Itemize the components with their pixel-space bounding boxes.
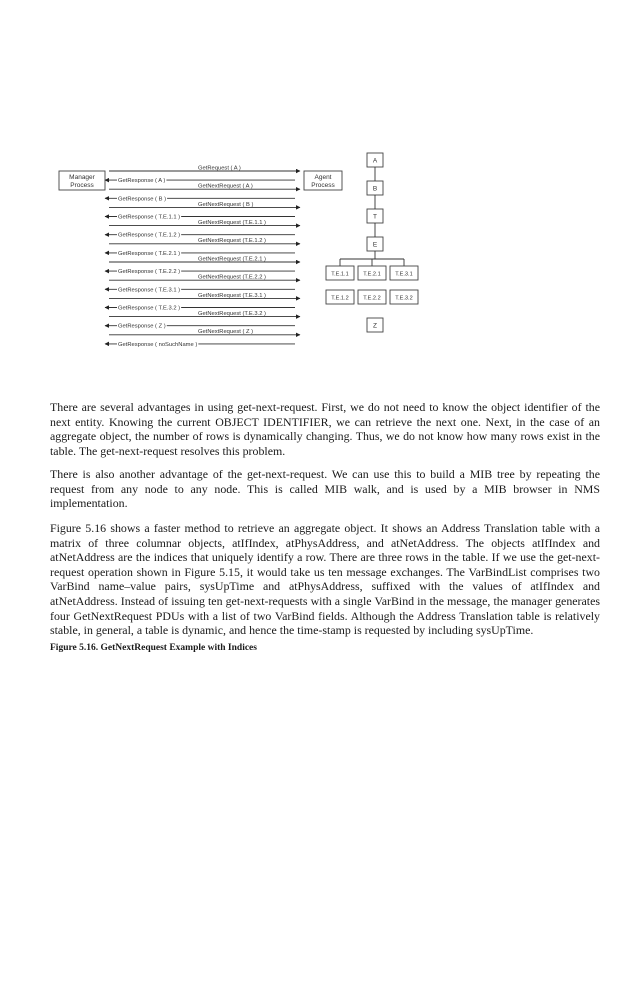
request-label: GetRequest ( A ) bbox=[198, 165, 241, 172]
tree-node-label: T.E.1.2 bbox=[331, 295, 349, 302]
request-label: GetNextRequest (T.E.1.1 ) bbox=[198, 220, 266, 226]
message-20 bbox=[105, 342, 295, 348]
tree-node-z bbox=[367, 318, 383, 332]
request-label: GetNextRequest ( Z ) bbox=[198, 329, 254, 336]
message-9 bbox=[109, 238, 300, 244]
response-label: GetResponse ( A ) bbox=[118, 178, 166, 185]
manager-label-line2: Process bbox=[70, 182, 94, 189]
agent-label-line2: Process bbox=[311, 182, 335, 189]
figure-caption: Figure 5.16. GetNextRequest Example with Indices bbox=[50, 643, 257, 653]
tree-node-label: T.E.1.1 bbox=[331, 271, 349, 278]
tree-node-label: E bbox=[372, 241, 378, 249]
mib-tree-diagram bbox=[320, 148, 430, 338]
tree-node-label: T.E.2.2 bbox=[363, 295, 381, 302]
tree-node-row2-3 bbox=[390, 290, 418, 304]
tree-node-row1-2 bbox=[358, 266, 386, 280]
tree-node-row1-1 bbox=[326, 266, 354, 280]
response-label: GetResponse ( T.E.1.1 ) bbox=[118, 214, 181, 221]
tree-node-row1-3 bbox=[390, 266, 418, 280]
message-15 bbox=[109, 293, 300, 299]
response-label: GetResponse ( B ) bbox=[118, 196, 167, 203]
message-13 bbox=[109, 275, 300, 281]
message-11 bbox=[109, 256, 300, 262]
message-5 bbox=[109, 202, 300, 208]
paragraph-figure-5-16: Figure 5.16 shows a faster method to retrieve an aggregate object. It shows an Address Translation table with a matrix of three columnar objects, atIfIndex, atPhysAddress, and atNetAddress. The objects atIfIndex and atNetAddress are the indices that uniquely identify a row. There are three rows in the table. If we use the get-next-request operation shown in Figure 5.15, it would take us ten message exchanges. The VarBindList comprises two VarBind name–value pairs, sysUpTime and atPhysAddress, suffixed with the values of atIfIndex and atNetAddress. Instead of issuing ten get-next-requests with a single VarBind in the message, the manager generates four GetNextRequest PDUs with a list of two VarBind fields. Although the Address Translation table is relatively stable, in general, a table is dynamic, and hence the time-stamp is requested by including sysUpTime. bbox=[50, 521, 600, 638]
response-label: GetResponse ( noSuchName ) bbox=[118, 341, 198, 348]
message-3 bbox=[109, 184, 300, 190]
response-label: GetResponse ( T.E.2.2 ) bbox=[118, 269, 181, 276]
tree-node-label: T.E.3.1 bbox=[395, 271, 413, 278]
request-label: GetNextRequest ( B ) bbox=[198, 201, 254, 208]
tree-node-label: T bbox=[373, 213, 377, 221]
message-1 bbox=[109, 165, 300, 171]
message-arrows bbox=[105, 165, 300, 348]
response-label: GetResponse ( T.E.1.2 ) bbox=[118, 232, 181, 239]
request-label: GetNextRequest (T.E.2.2 ) bbox=[198, 274, 266, 281]
request-label: GetNextRequest ( A ) bbox=[198, 183, 253, 190]
tree-node-row2-1 bbox=[326, 290, 354, 304]
response-label: GetResponse ( T.E.3.2 ) bbox=[118, 305, 181, 312]
tree-node-label: A bbox=[372, 157, 378, 165]
agent-label-line1: Agent bbox=[314, 174, 332, 181]
tree-node-label: Z bbox=[373, 322, 377, 330]
message-19 bbox=[109, 329, 300, 335]
tree-node-label: T.E.2.1 bbox=[363, 271, 381, 278]
paragraph-mib-walk: There is also another advantage of the get-next-request. We can use this to build a MIB tree by repeating the request from any node to any node. This is called MIB walk, and is used by a MIB browser in NMS implementation. bbox=[50, 467, 600, 511]
tree-node-a bbox=[367, 153, 383, 167]
tree-node-label: T.E.3.2 bbox=[395, 295, 413, 302]
paragraph-advantages: There are several advantages in using get-next-request. First, we do not need to know the object identifier of the next entity. Knowing the current OBJECT IDENTIFIER, we can retrieve the next one. Next, in the case of an aggregate object, the number of rows is dynamically changing. Thus, we do not know how many rows exist in the table. The get-next-request resolves this problem. bbox=[50, 400, 600, 458]
response-label: GetResponse ( T.E.3.1 ) bbox=[118, 287, 181, 294]
tree-node-label: B bbox=[372, 185, 378, 193]
response-label: GetResponse ( T.E.2.1 ) bbox=[118, 250, 181, 257]
tree-node-b bbox=[367, 181, 383, 195]
response-label: GetResponse ( Z ) bbox=[118, 323, 166, 330]
manager-process-box bbox=[59, 171, 105, 190]
request-label: GetNextRequest (T.E.2.1 ) bbox=[198, 256, 266, 263]
request-label: GetNextRequest (T.E.1.2 ) bbox=[198, 238, 266, 245]
message-17 bbox=[109, 311, 300, 317]
tree-node-row2-2 bbox=[358, 290, 386, 304]
tree-node-t bbox=[367, 209, 383, 223]
tree-node-e bbox=[367, 237, 383, 251]
message-7 bbox=[109, 220, 300, 226]
manager-label-line1: Manager bbox=[69, 174, 95, 181]
request-label: GetNextRequest (T.E.3.1 ) bbox=[198, 292, 266, 299]
request-label: GetNextRequest (T.E.3.2 ) bbox=[198, 311, 266, 317]
